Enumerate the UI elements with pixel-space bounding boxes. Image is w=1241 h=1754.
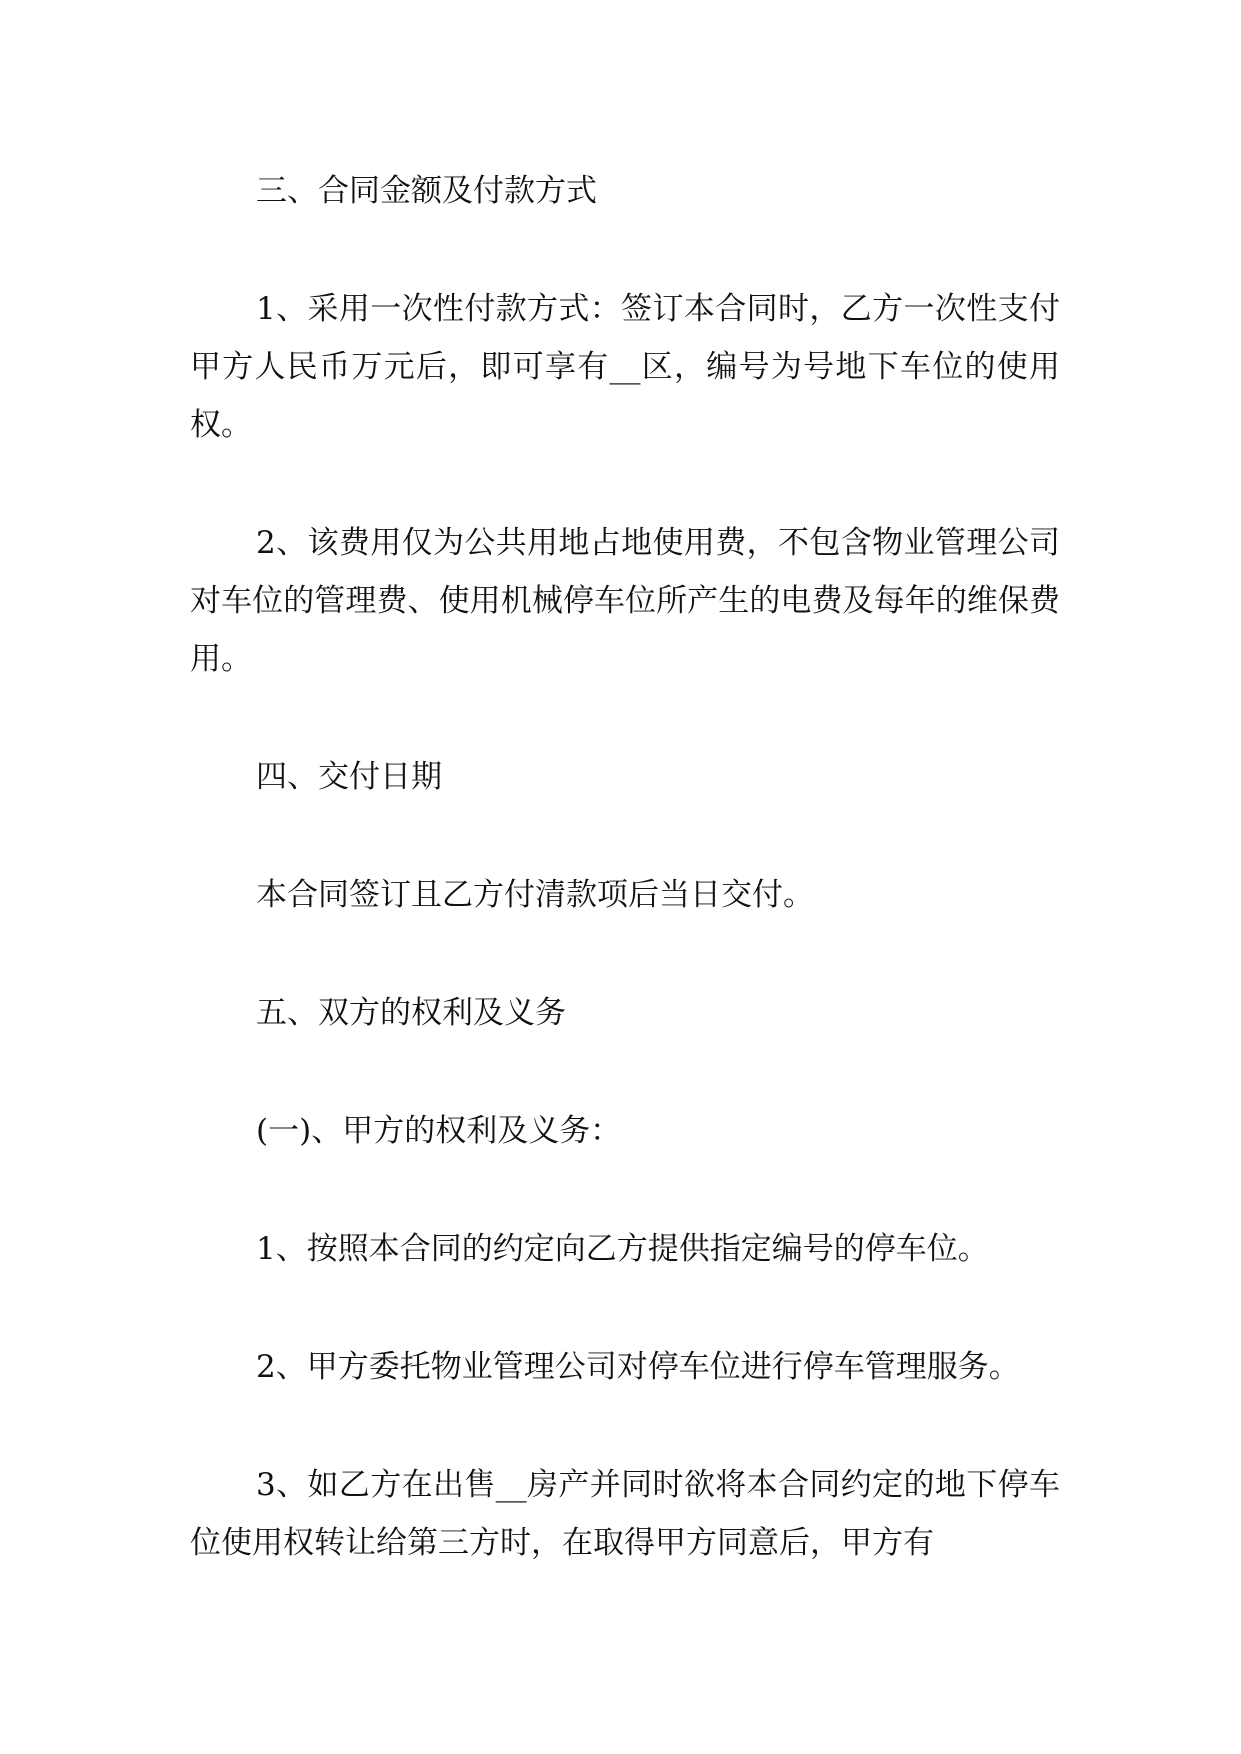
clause-3-2: 2、该费用仅为公共用地占地使用费，不包含物业管理公司对车位的管理费、使用机械停车位所产生的电费及每年的维保费用。 <box>190 525 1060 677</box>
clause-3-1: 1、采用一次性付款方式：签订本合同时，乙方一次性支付甲方人民币万元后，即可享有__区，编号为号地下车位的使用权。 <box>190 291 1060 443</box>
section-heading-4: 四、交付日期 <box>256 759 442 795</box>
clause-5-a-3: 3、如乙方在出售__房产并同时欲将本合同约定的地下停车位使用权转让给第三方时，在取得甲方同意后，甲方有 <box>190 1467 1060 1561</box>
clause-5-a-1: 1、按照本合同的约定向乙方提供指定编号的停车位。 <box>256 1231 989 1267</box>
clause-5-a-2: 2、甲方委托物业管理公司对停车位进行停车管理服务。 <box>256 1349 1020 1385</box>
document-body <box>190 162 1060 1572</box>
section-heading-3: 三、合同金额及付款方式 <box>256 173 597 209</box>
subsection-heading-party-a: (一)、甲方的权利及义务： <box>256 1113 622 1149</box>
clause-4-text: 本合同签订且乙方付清款项后当日交付。 <box>256 877 814 913</box>
section-heading-5: 五、双方的权利及义务 <box>256 995 566 1031</box>
